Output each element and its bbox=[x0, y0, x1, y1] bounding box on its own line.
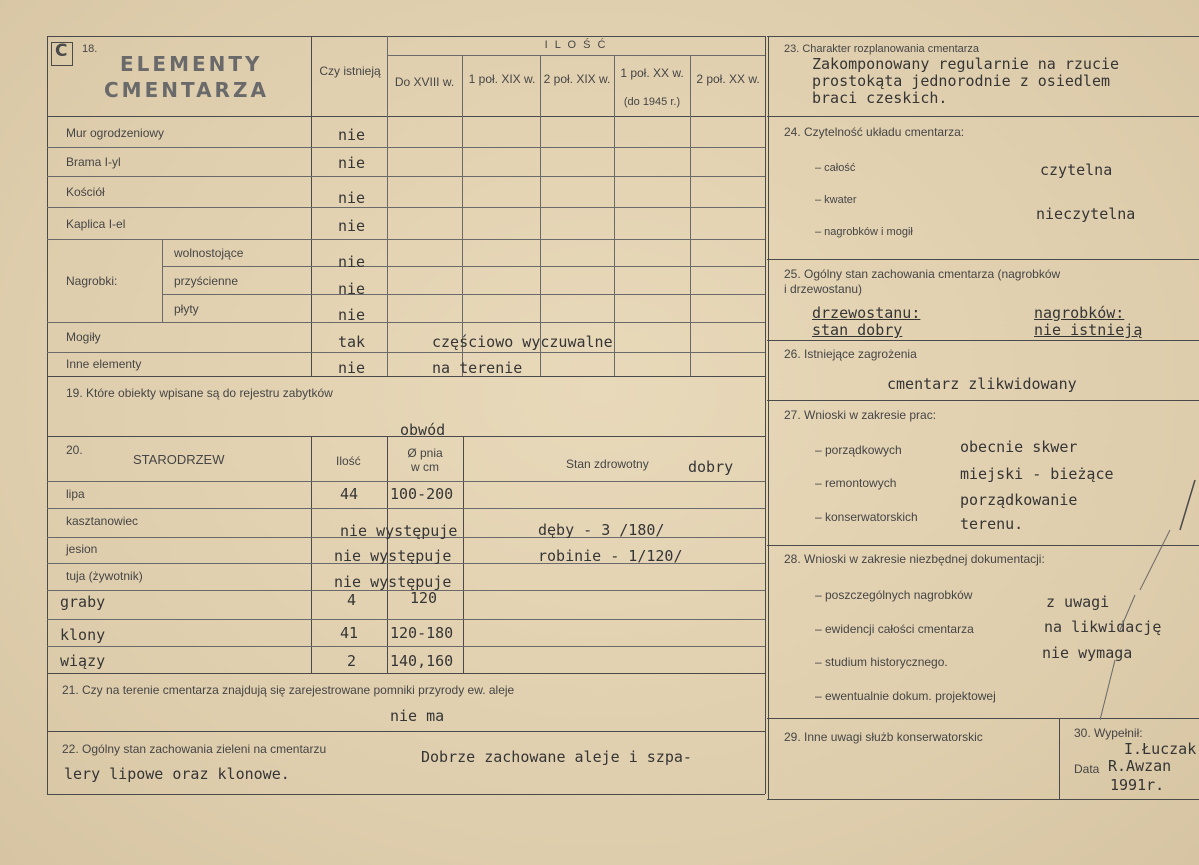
question-30-year: 1991r. bbox=[1110, 776, 1165, 794]
section-number: 18. bbox=[82, 43, 98, 55]
question-25-a1: drzewostanu: bbox=[812, 304, 921, 322]
row-value-mur: nie bbox=[338, 126, 366, 144]
question-27-item-3: – konserwatorskich bbox=[815, 510, 918, 524]
question-24-item-1: – całość bbox=[815, 162, 856, 174]
question-24-item-3: – nagrobków i mogił bbox=[815, 226, 913, 238]
tree-count-lipa: 44 bbox=[340, 485, 359, 503]
col-header-period-1: Do XVIII w. bbox=[394, 75, 455, 89]
question-28-item-4: – ewentualnie dokum. projektowej bbox=[815, 689, 996, 703]
question-26: 26. Istniejące zagrożenia bbox=[784, 347, 917, 361]
question-27: 27. Wnioski w zakresie prac: bbox=[784, 408, 937, 422]
question-27-item-1: – porządkowych bbox=[815, 443, 902, 457]
question-21: 21. Czy na terenie cmentarza znajdują się zarejestrowane pomniki przyrody ew. aleje bbox=[62, 683, 515, 697]
question-20-stan: Stan zdrowotny bbox=[566, 457, 649, 471]
col-header-period-3: 2 poł. XIX w. bbox=[543, 72, 611, 86]
col-header-czy-istnieja: Czy istnieją bbox=[319, 64, 381, 78]
tree-name-tuja: tuja (żywotnik) bbox=[66, 569, 143, 583]
question-28-line-3: nie wymaga bbox=[1042, 644, 1133, 662]
question-25-a2: stan dobry bbox=[812, 321, 903, 339]
section-title-line2: CMENTARZA bbox=[104, 78, 269, 102]
question-22-answer-2: lery lipowe oraz klonowe. bbox=[64, 765, 290, 783]
tree-name-jesion: jesion bbox=[66, 542, 98, 556]
col-header-period-4: 1 poł. XX w. bbox=[620, 66, 684, 80]
question-30: 30. Wypełnił: bbox=[1074, 726, 1143, 740]
tree-diam-graby: 120 bbox=[410, 589, 438, 607]
tree-count-graby: 4 bbox=[347, 591, 357, 609]
question-22-answer-1: Dobrze zachowane aleje i szpa- bbox=[421, 748, 692, 766]
question-19: 19. Które obiekty wpisane są do rejestru zabytków bbox=[66, 386, 333, 400]
row-value-wolnostojace: nie bbox=[338, 253, 366, 271]
question-24-value-1: czytelna bbox=[1040, 161, 1113, 179]
tree-count-klony: 41 bbox=[340, 624, 359, 642]
question-23-line-1: Zakomponowany regularnie na rzucie bbox=[812, 55, 1120, 73]
question-29: 29. Inne uwagi służb konserwatorskic bbox=[784, 730, 983, 744]
row-label-brama: Brama I-yl bbox=[66, 155, 121, 169]
tree-name-lipa: lipa bbox=[66, 487, 85, 501]
row-label-wolnostojace: wolnostojące bbox=[174, 246, 244, 260]
tree-count-kasztanowiec: nie występuje bbox=[340, 522, 458, 540]
tree-name-graby: graby bbox=[60, 593, 106, 611]
row-value-brama: nie bbox=[338, 154, 366, 172]
mogily-note: częściowo wyczuwalne bbox=[432, 333, 613, 351]
question-28-line-1: z uwagi bbox=[1046, 593, 1110, 611]
col-header-period-2: 1 poł. XIX w. bbox=[468, 72, 536, 86]
question-20-title: STARODRZEW bbox=[133, 452, 225, 467]
question-22: 22. Ogólny stan zachowania zieleni na cmentarzu bbox=[62, 742, 327, 756]
question-28-item-1: – poszczególnych nagrobków bbox=[815, 588, 973, 602]
extra-tree-2: robinie - 1/120/ bbox=[538, 547, 683, 565]
section-title-line1: ELEMENTY bbox=[120, 52, 263, 76]
question-30-data-value: R.Awzan bbox=[1108, 757, 1172, 775]
col-header-ilosc: I L O Ś Ć bbox=[544, 39, 608, 51]
question-23-line-3: braci czeskich. bbox=[812, 89, 948, 107]
question-25-line-1: 25. Ogólny stan zachowania cmentarza (nagrobków bbox=[784, 267, 1061, 281]
question-27-item-2: – remontowych bbox=[815, 476, 897, 490]
tree-diam-lipa: 100-200 bbox=[390, 485, 454, 503]
question-28-item-3: – studium historycznego. bbox=[815, 655, 948, 669]
question-20-phi: Ø pnia bbox=[407, 446, 443, 460]
row-value-plyty: nie bbox=[338, 306, 366, 324]
question-26-answer: cmentarz zlikwidowany bbox=[887, 375, 1077, 393]
tree-name-kasztanowiec: kasztanowiec bbox=[66, 514, 139, 528]
question-27-line-3: porządkowanie bbox=[960, 491, 1078, 509]
tree-count-wiazy: 2 bbox=[347, 652, 357, 670]
tree-count-tuja: nie występuje bbox=[334, 573, 452, 591]
question-28-item-2: – ewidencji całości cmentarza bbox=[815, 622, 974, 636]
row-label-kaplica: Kaplica I-el bbox=[66, 217, 126, 231]
inne-note: na terenie bbox=[432, 359, 523, 377]
question-24-item-2: – kwater bbox=[815, 194, 857, 206]
row-value-inne: nie bbox=[338, 359, 366, 377]
question-25-line-2: i drzewostanu) bbox=[784, 282, 863, 296]
question-20-number: 20. bbox=[66, 443, 83, 457]
question-27-line-1: obecnie skwer bbox=[960, 438, 1078, 456]
question-19-obwod: obwód bbox=[400, 421, 446, 439]
question-20-ilosc: Ilość bbox=[336, 454, 361, 468]
row-label-kosciol: Kościół bbox=[66, 185, 105, 199]
question-28-line-2: na likwidację bbox=[1044, 618, 1162, 636]
tree-count-jesion: nie występuje bbox=[334, 547, 452, 565]
question-23-line-2: prostokąta jednorodnie z osiedlem bbox=[812, 72, 1111, 90]
question-27-line-4: terenu. bbox=[960, 515, 1024, 533]
section-letter: C bbox=[55, 41, 68, 61]
row-label-mogily: Mogiły bbox=[66, 330, 101, 344]
question-30-data-label: Data bbox=[1074, 762, 1100, 776]
question-24-value-2: nieczytelna bbox=[1036, 205, 1136, 223]
row-label-przyscienne: przyścienne bbox=[174, 274, 239, 288]
tree-diam-wiazy: 140,160 bbox=[390, 652, 454, 670]
question-20-stan-value: dobry bbox=[688, 458, 734, 476]
row-label-inne: Inne elementy bbox=[66, 357, 142, 371]
nagrobki-label: Nagrobki: bbox=[66, 274, 118, 288]
tree-diam-klony: 120-180 bbox=[390, 624, 454, 642]
question-20-wcm: w cm bbox=[411, 460, 439, 474]
question-30-name: I.Łuczak bbox=[1124, 740, 1197, 758]
row-value-kosciol: nie bbox=[338, 189, 366, 207]
col-header-period-5: 2 poł. XX w. bbox=[696, 72, 760, 86]
tree-name-klony: klony bbox=[60, 626, 106, 644]
row-value-mogily: tak bbox=[338, 333, 366, 351]
extra-tree-1: dęby - 3 /180/ bbox=[538, 521, 665, 539]
row-value-kaplica: nie bbox=[338, 217, 366, 235]
question-23: 23. Charakter rozplanowania cmentarza bbox=[784, 43, 980, 55]
question-25-b2: nie istnieją bbox=[1034, 321, 1143, 339]
question-24: 24. Czytelność układu cmentarza: bbox=[784, 125, 965, 139]
question-27-line-2: miejski - bieżące bbox=[960, 465, 1114, 483]
tree-name-wiazy: wiązy bbox=[60, 652, 106, 670]
row-label-plyty: płyty bbox=[174, 302, 199, 316]
question-28: 28. Wnioski w zakresie niezbędnej dokumentacji: bbox=[784, 552, 1045, 566]
row-label-mur: Mur ogrodzeniowy bbox=[66, 126, 165, 140]
col-header-period-4-note: (do 1945 r.) bbox=[623, 96, 681, 108]
row-value-przyscienne: nie bbox=[338, 280, 366, 298]
pen-strokes bbox=[1100, 470, 1199, 730]
question-25-b1: nagrobków: bbox=[1034, 304, 1125, 322]
question-21-answer: nie ma bbox=[390, 707, 445, 725]
